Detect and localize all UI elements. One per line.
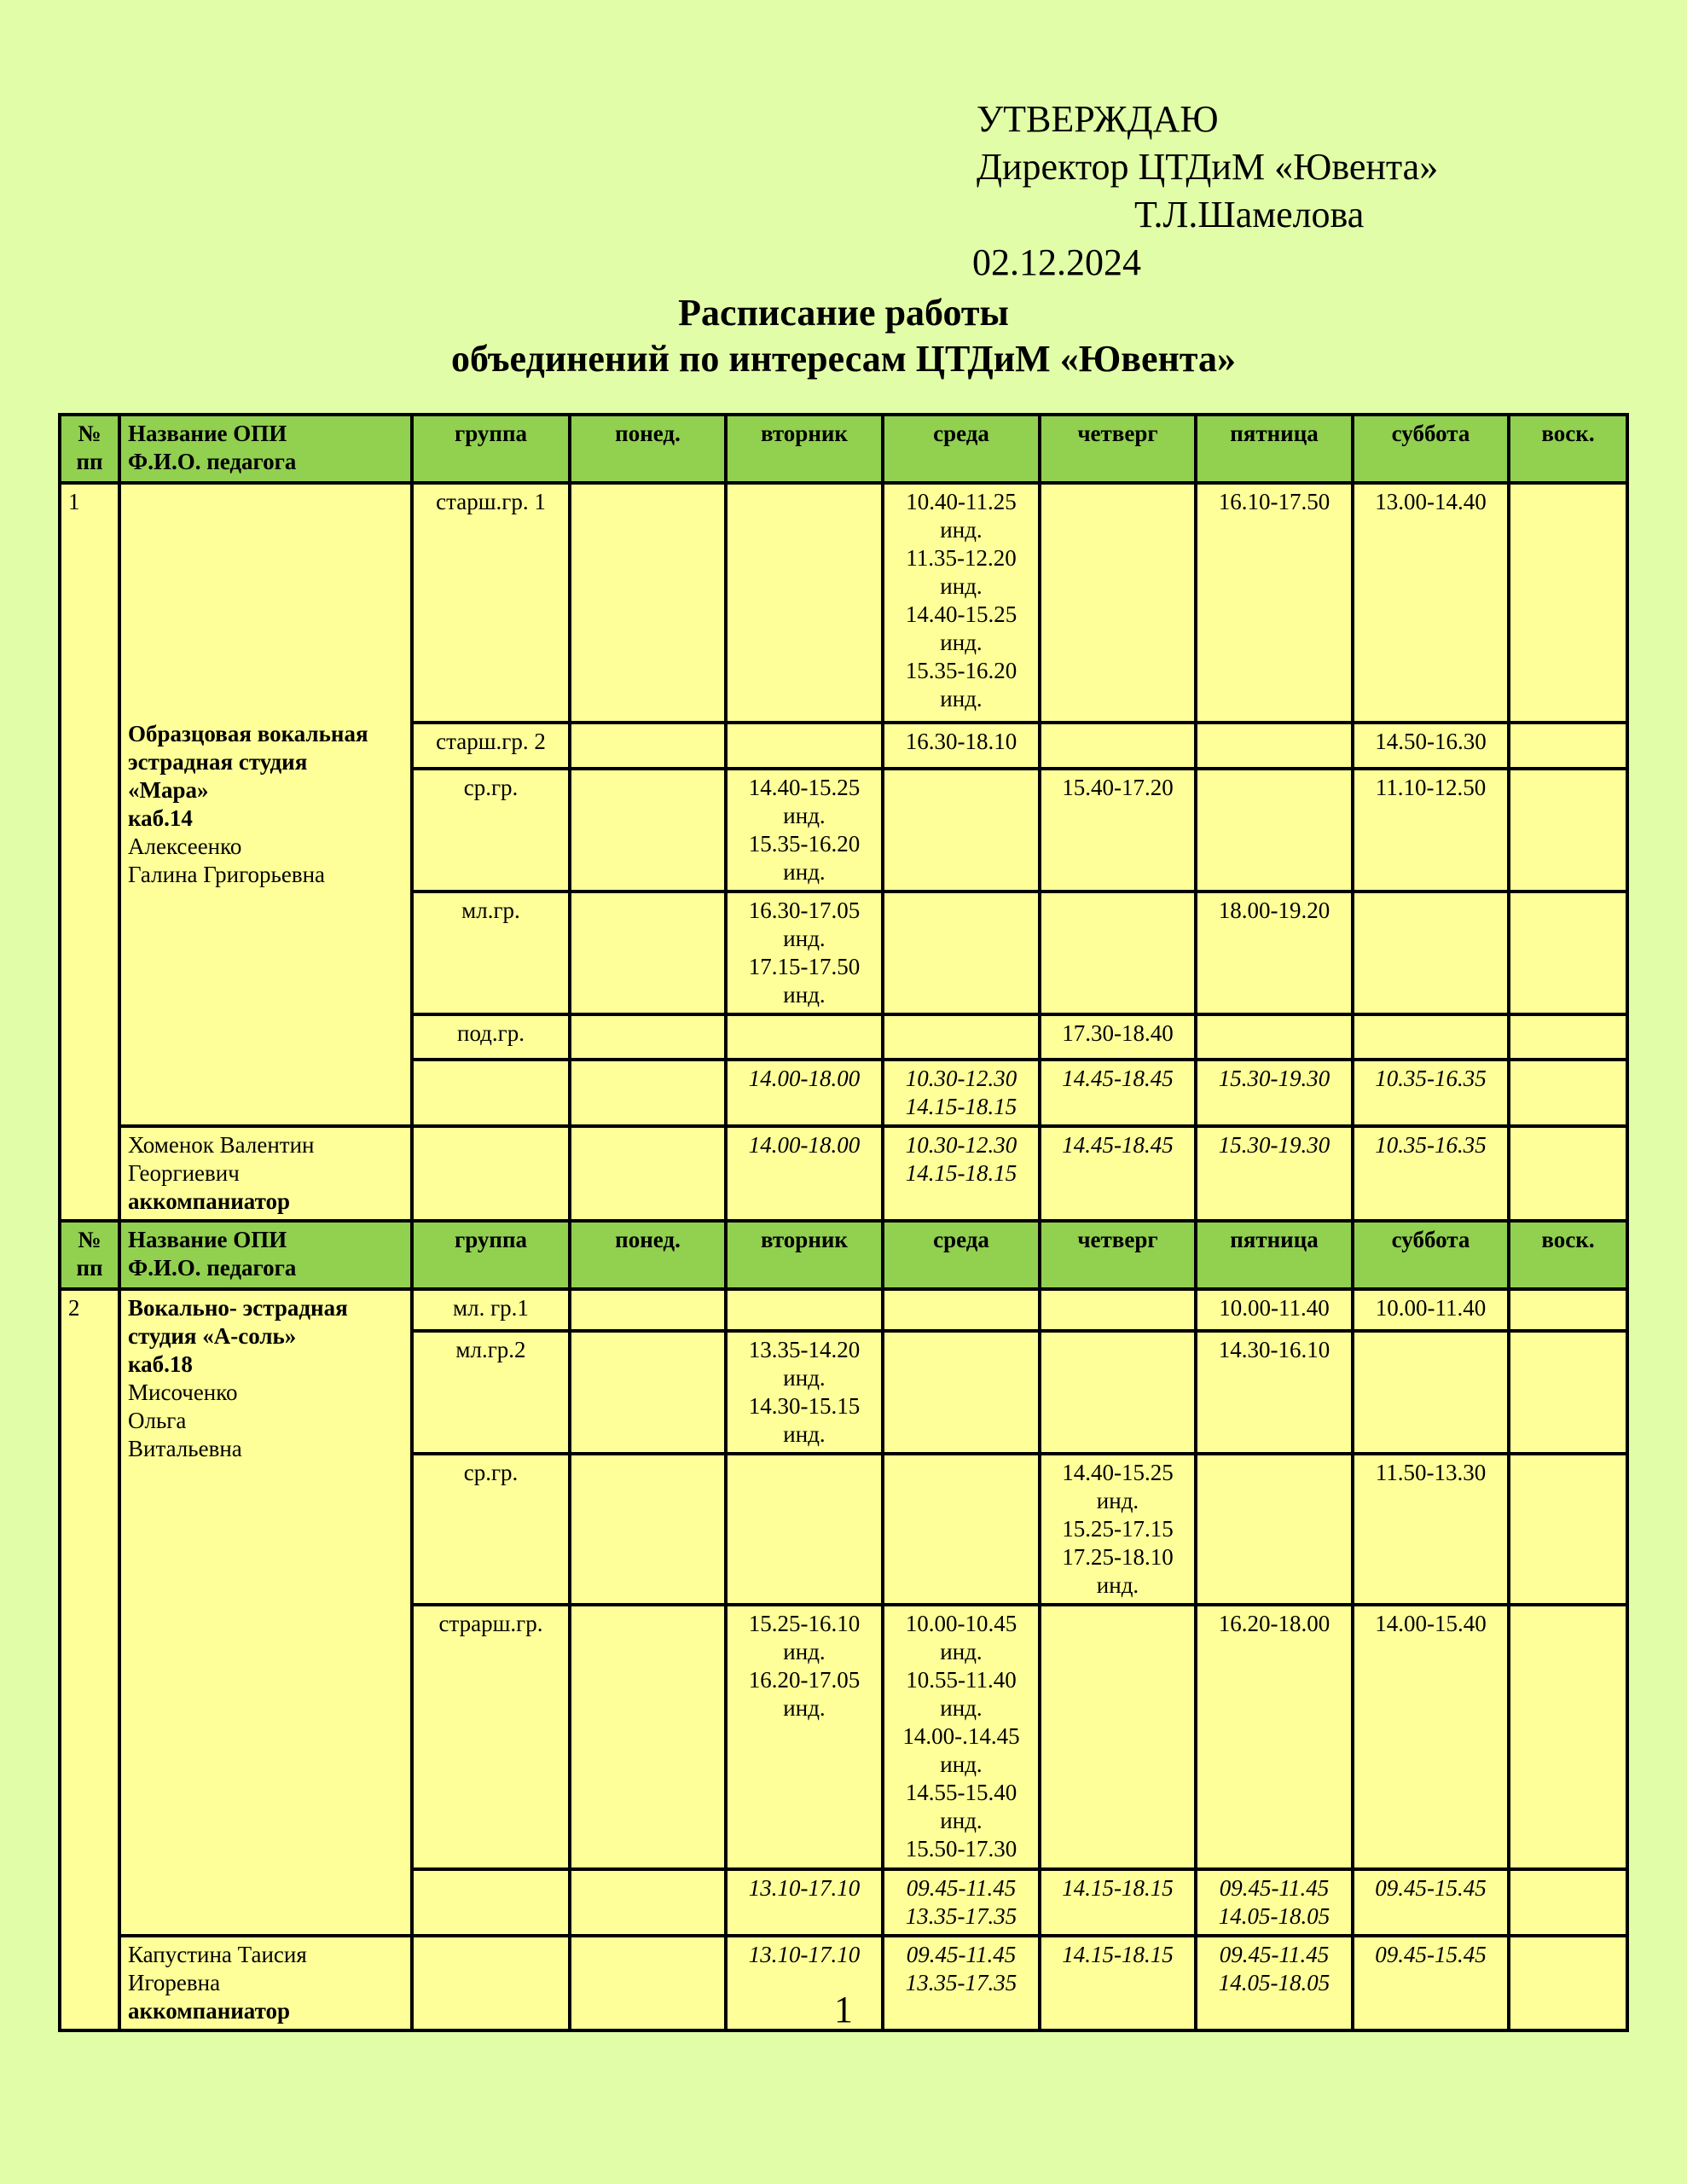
cell-line: 10.00-11.40 — [1375, 1295, 1487, 1321]
header-num — [60, 415, 119, 483]
cell-line: 10.35-16.35 — [1375, 1132, 1487, 1158]
cell-line: инд. — [1096, 1572, 1139, 1598]
header-sun: воск. — [1509, 415, 1627, 483]
cell-line: 09.45-11.45 — [906, 1875, 1017, 1901]
cell-line: 15.30-19.30 — [1218, 1066, 1330, 1091]
total-cell-wed — [883, 1869, 1040, 1936]
cell-line: 13.10-17.10 — [748, 1875, 861, 1901]
cell-line: 16.20-17.05 — [748, 1667, 861, 1693]
accompanist-cell-tue — [726, 1126, 883, 1221]
accompanist-row — [60, 1126, 1627, 1221]
header-name — [119, 1221, 412, 1289]
group-cell: ср.гр. — [412, 769, 570, 892]
time-cell-wed — [883, 892, 1040, 1014]
approval-heading: УТВЕРЖДАЮ — [977, 98, 1219, 140]
time-cell-mon — [570, 1289, 726, 1331]
cell-line: 14.00-18.00 — [748, 1132, 861, 1158]
header-sun: воск. — [1509, 1221, 1627, 1289]
cell-line: 14.00-18.00 — [748, 1066, 861, 1091]
cell-line: Название ОПИ — [128, 1227, 287, 1252]
time-cell-sun — [1509, 723, 1627, 769]
accompanist-name — [119, 1126, 412, 1221]
cell-line: 10.30-12.30 — [905, 1066, 1017, 1091]
time-cell-wed — [883, 1289, 1040, 1331]
cell-line: 15.30-19.30 — [1218, 1132, 1330, 1158]
title-line-2: объединений по интересам ЦТДиМ «Ювента» — [450, 338, 1237, 380]
cell-line: Мисоченко — [128, 1380, 238, 1405]
cell-line: студия «А-соль» — [128, 1323, 297, 1349]
header-mon: понед. — [570, 415, 726, 483]
cell-line: 14.30-15.15 — [748, 1393, 861, 1419]
total-cell-tue — [726, 1060, 883, 1126]
time-cell-thu — [1040, 1331, 1196, 1454]
total-cell-mon — [570, 1060, 726, 1126]
time-cell-fri — [1196, 769, 1353, 892]
title-line-1: Расписание работы — [678, 292, 1009, 334]
cell-line: Вокально- эстрадная — [128, 1295, 348, 1321]
accompanist-cell-sat — [1353, 1126, 1509, 1221]
table-row — [60, 1289, 1627, 1331]
total-cell-wed — [883, 1060, 1040, 1126]
time-cell-thu — [1040, 769, 1196, 892]
page-number: 1 — [834, 1989, 853, 2030]
cell-line: 17.15-17.50 — [748, 954, 861, 979]
association-name — [119, 1289, 412, 1936]
cell-line: Хоменок Валентин — [128, 1132, 315, 1158]
time-cell-fri — [1196, 723, 1353, 769]
approval-date: 02.12.2024 — [972, 241, 1141, 283]
time-cell-wed — [883, 483, 1040, 723]
time-cell-mon — [570, 1454, 726, 1605]
cell-line: инд. — [940, 573, 983, 599]
cell-line: инд. — [1096, 1488, 1139, 1513]
cell-line: инд. — [783, 1365, 826, 1391]
cell-line: инд. — [783, 982, 826, 1008]
cell-line: 14.00-.14.45 — [902, 1723, 1020, 1749]
time-cell-wed — [883, 1014, 1040, 1060]
cell-line: 14.40-15.25 — [905, 601, 1017, 627]
cell-line: № — [78, 1227, 101, 1252]
time-cell-thu — [1040, 1605, 1196, 1869]
time-cell-tue — [726, 1289, 883, 1331]
total-cell-sun — [1509, 1060, 1627, 1126]
time-cell-fri — [1196, 1331, 1353, 1454]
cell-line: 14.05-18.05 — [1218, 1903, 1330, 1929]
cell-line: пп — [76, 449, 103, 474]
time-cell-fri — [1196, 892, 1353, 1014]
group-cell — [412, 1060, 570, 1126]
cell-line: инд. — [940, 1695, 983, 1721]
total-cell-thu — [1040, 1060, 1196, 1126]
header-thu: четверг — [1040, 1221, 1196, 1289]
cell-line: 10.00-11.40 — [1219, 1295, 1330, 1321]
header-row — [60, 415, 1627, 483]
cell-line: каб.14 — [128, 805, 193, 831]
time-cell-thu — [1040, 1454, 1196, 1605]
cell-line: Капустина Таисия — [128, 1942, 307, 1967]
cell-line: 15.35-16.20 — [748, 831, 861, 857]
time-cell-fri — [1196, 1454, 1353, 1605]
approval-block — [972, 96, 1439, 287]
time-cell-mon — [570, 1605, 726, 1869]
time-cell-sun — [1509, 892, 1627, 1014]
cell-line: «Мара» — [128, 777, 209, 803]
total-cell-sat — [1353, 1869, 1509, 1936]
time-cell-sat — [1353, 769, 1509, 892]
cell-line: инд. — [940, 1639, 983, 1664]
cell-line: инд. — [783, 1421, 826, 1447]
accompanist-role: аккомпаниатор — [128, 1998, 291, 2024]
cell-line: 16.30-17.05 — [748, 897, 861, 923]
time-cell-fri — [1196, 1605, 1353, 1869]
total-cell-fri — [1196, 1869, 1353, 1936]
time-cell-sun — [1509, 769, 1627, 892]
cell-line: 17.25-18.10 — [1062, 1544, 1174, 1570]
cell-line: 18.00-19.20 — [1218, 897, 1330, 923]
header-group: группа — [412, 415, 570, 483]
time-cell-thu — [1040, 483, 1196, 723]
cell-line: 14.15-18.15 — [905, 1160, 1017, 1186]
time-cell-sat — [1353, 1454, 1509, 1605]
cell-line: Георгиевич — [128, 1160, 240, 1186]
group-cell: мл.гр. — [412, 892, 570, 1014]
cell-line: 16.30-18.10 — [905, 729, 1017, 754]
cell-line: 15.25-17.15 — [1062, 1516, 1174, 1542]
cell-line: инд. — [940, 630, 983, 655]
cell-line: 15.40-17.20 — [1062, 775, 1174, 800]
cell-line: 13.35-17.35 — [905, 1970, 1017, 1995]
cell-line: 14.30-16.10 — [1218, 1337, 1330, 1362]
cell-line: 14.40-15.25 — [1062, 1460, 1174, 1485]
time-cell-tue — [726, 769, 883, 892]
time-cell-wed — [883, 1331, 1040, 1454]
cell-line: инд. — [940, 1808, 983, 1833]
cell-line: 10.55-11.40 — [906, 1667, 1017, 1693]
accompanist-cell-fri — [1196, 1126, 1353, 1221]
time-cell-sun — [1509, 1331, 1627, 1454]
cell-line: 14.15-18.15 — [1062, 1875, 1174, 1901]
group-cell — [412, 1869, 570, 1936]
cell-line: инд. — [940, 517, 983, 543]
header-tue: вторник — [726, 415, 883, 483]
time-cell-sat — [1353, 1605, 1509, 1869]
cell-line: инд. — [783, 803, 826, 828]
time-cell-tue — [726, 723, 883, 769]
total-cell-sun — [1509, 1869, 1627, 1936]
cell-line: 15.50-17.30 — [905, 1836, 1017, 1862]
cell-line: 09.45-11.45 — [1219, 1875, 1330, 1901]
total-cell-tue — [726, 1869, 883, 1936]
cell-line: 14.15-18.15 — [905, 1094, 1017, 1119]
time-cell-sat — [1353, 1289, 1509, 1331]
cell-line: инд. — [783, 926, 826, 951]
cell-line: инд. — [783, 1695, 826, 1721]
header-group: группа — [412, 1221, 570, 1289]
cell-line: 14.15-18.15 — [1062, 1942, 1174, 1967]
accompanist-cell-wed — [883, 1126, 1040, 1221]
cell-line: 14.50-16.30 — [1375, 729, 1487, 754]
cell-line: 16.20-18.00 — [1218, 1611, 1330, 1636]
time-cell-sun — [1509, 1454, 1627, 1605]
cell-line: 17.30-18.40 — [1062, 1020, 1174, 1046]
header-thu: четверг — [1040, 415, 1196, 483]
cell-line: № — [78, 421, 101, 446]
time-cell-mon — [570, 483, 726, 723]
time-cell-fri — [1196, 483, 1353, 723]
time-cell-wed — [883, 1605, 1040, 1869]
group-cell: ср.гр. — [412, 1454, 570, 1605]
cell-line: каб.18 — [128, 1351, 193, 1377]
cell-line: Витальевна — [128, 1436, 242, 1461]
header-wed: среда — [883, 415, 1040, 483]
header-wed: среда — [883, 1221, 1040, 1289]
time-cell-sun — [1509, 1289, 1627, 1331]
cell-line: Образцовая вокальная — [128, 721, 368, 746]
cell-line: инд. — [783, 1639, 826, 1664]
cell-line: 14.45-18.45 — [1062, 1066, 1174, 1091]
cell-line: инд. — [940, 1751, 983, 1777]
cell-line: 14.55-15.40 — [905, 1780, 1017, 1805]
cell-line: 13.00-14.40 — [1375, 489, 1487, 514]
cell-line: 11.10-12.50 — [1375, 775, 1487, 800]
approval-signatory: Т.Л.Шамелова — [1134, 194, 1365, 235]
time-cell-tue — [726, 892, 883, 1014]
cell-line: 14.00-15.40 — [1375, 1611, 1487, 1636]
cell-line: Игоревна — [128, 1970, 221, 1995]
time-cell-mon — [570, 723, 726, 769]
time-cell-tue — [726, 1605, 883, 1869]
cell-line: инд. — [783, 859, 826, 885]
header-sat: суббота — [1353, 1221, 1509, 1289]
cell-line: 16.10-17.50 — [1218, 489, 1330, 514]
time-cell-sat — [1353, 723, 1509, 769]
cell-line: 13.35-14.20 — [748, 1337, 861, 1362]
cell-line: 14.40-15.25 — [748, 775, 861, 800]
table-row — [60, 483, 1627, 723]
group-cell — [412, 1126, 570, 1221]
time-cell-tue — [726, 1014, 883, 1060]
time-cell-mon — [570, 769, 726, 892]
time-cell-mon — [570, 1331, 726, 1454]
time-cell-tue — [726, 1331, 883, 1454]
group-cell: под.гр. — [412, 1014, 570, 1060]
time-cell-wed — [883, 769, 1040, 892]
header-mon: понед. — [570, 1221, 726, 1289]
cell-line: 14.05-18.05 — [1218, 1970, 1330, 1995]
time-cell-sat — [1353, 1331, 1509, 1454]
row-number: 1 — [60, 483, 119, 1221]
time-cell-wed — [883, 1454, 1040, 1605]
group-cell: мл. гр.1 — [412, 1289, 570, 1331]
time-cell-fri — [1196, 1014, 1353, 1060]
group-cell: страрш.гр. — [412, 1605, 570, 1869]
accompanist-role: аккомпаниатор — [128, 1188, 291, 1214]
time-cell-sun — [1509, 483, 1627, 723]
accompanist-cell-thu — [1040, 1126, 1196, 1221]
time-cell-sat — [1353, 892, 1509, 1014]
cell-line: Ф.И.О. педагога — [128, 1255, 297, 1281]
time-cell-mon — [570, 892, 726, 1014]
cell-line: 10.00-10.45 — [905, 1611, 1017, 1636]
time-cell-sat — [1353, 1014, 1509, 1060]
document-title — [0, 290, 1687, 382]
cell-line: Ольга — [128, 1408, 187, 1433]
header-name — [119, 415, 412, 483]
association-name — [119, 483, 412, 1126]
cell-line: 15.25-16.10 — [748, 1611, 861, 1636]
cell-line: 11.35-12.20 — [906, 545, 1017, 571]
total-cell-sat — [1353, 1060, 1509, 1126]
total-cell-mon — [570, 1869, 726, 1936]
total-cell-thu — [1040, 1869, 1196, 1936]
cell-line: 09.45-11.45 — [906, 1942, 1017, 1967]
cell-line: 10.30-12.30 — [905, 1132, 1017, 1158]
cell-line: 11.50-13.30 — [1375, 1460, 1487, 1485]
time-cell-sun — [1509, 1014, 1627, 1060]
cell-line: инд. — [940, 686, 983, 712]
accompanist-cell-mon — [570, 1126, 726, 1221]
cell-line: Галина Григорьевна — [128, 862, 326, 887]
cell-line: эстрадная студия — [128, 749, 308, 775]
cell-line: пп — [76, 1255, 103, 1281]
cell-line: 10.35-16.35 — [1375, 1066, 1487, 1091]
time-cell-tue — [726, 483, 883, 723]
group-cell: мл.гр.2 — [412, 1331, 570, 1454]
time-cell-thu — [1040, 723, 1196, 769]
time-cell-tue — [726, 1454, 883, 1605]
header-num — [60, 1221, 119, 1289]
time-cell-fri — [1196, 1289, 1353, 1331]
time-cell-sat — [1353, 483, 1509, 723]
cell-line: Название ОПИ — [128, 421, 287, 446]
row-number: 2 — [60, 1289, 119, 2030]
header-sat: суббота — [1353, 415, 1509, 483]
header-tue: вторник — [726, 1221, 883, 1289]
header-fri: пятница — [1196, 415, 1353, 483]
time-cell-thu — [1040, 1014, 1196, 1060]
cell-line: Ф.И.О. педагога — [128, 449, 297, 474]
header-row — [60, 1221, 1627, 1289]
cell-line: 09.45-11.45 — [1219, 1942, 1330, 1967]
group-cell: старш.гр. 2 — [412, 723, 570, 769]
time-cell-thu — [1040, 892, 1196, 1014]
cell-line: 15.35-16.20 — [905, 658, 1017, 683]
header-fri: пятница — [1196, 1221, 1353, 1289]
cell-line: 13.35-17.35 — [905, 1903, 1017, 1929]
cell-line: 13.10-17.10 — [748, 1942, 861, 1967]
cell-line: 09.45-15.45 — [1375, 1875, 1487, 1901]
time-cell-wed — [883, 723, 1040, 769]
cell-line: 09.45-15.45 — [1375, 1942, 1487, 1967]
accompanist-cell-sun — [1509, 1126, 1627, 1221]
cell-line: 10.40-11.25 — [906, 489, 1017, 514]
approval-position: Директор ЦТДиМ «Ювента» — [977, 146, 1439, 188]
group-cell: старш.гр. 1 — [412, 483, 570, 723]
time-cell-sun — [1509, 1605, 1627, 1869]
time-cell-thu — [1040, 1289, 1196, 1331]
cell-line: Алексеенко — [128, 834, 242, 859]
schedule-table — [58, 413, 1629, 2032]
cell-line: 14.45-18.45 — [1062, 1132, 1174, 1158]
time-cell-mon — [570, 1014, 726, 1060]
total-cell-fri — [1196, 1060, 1353, 1126]
